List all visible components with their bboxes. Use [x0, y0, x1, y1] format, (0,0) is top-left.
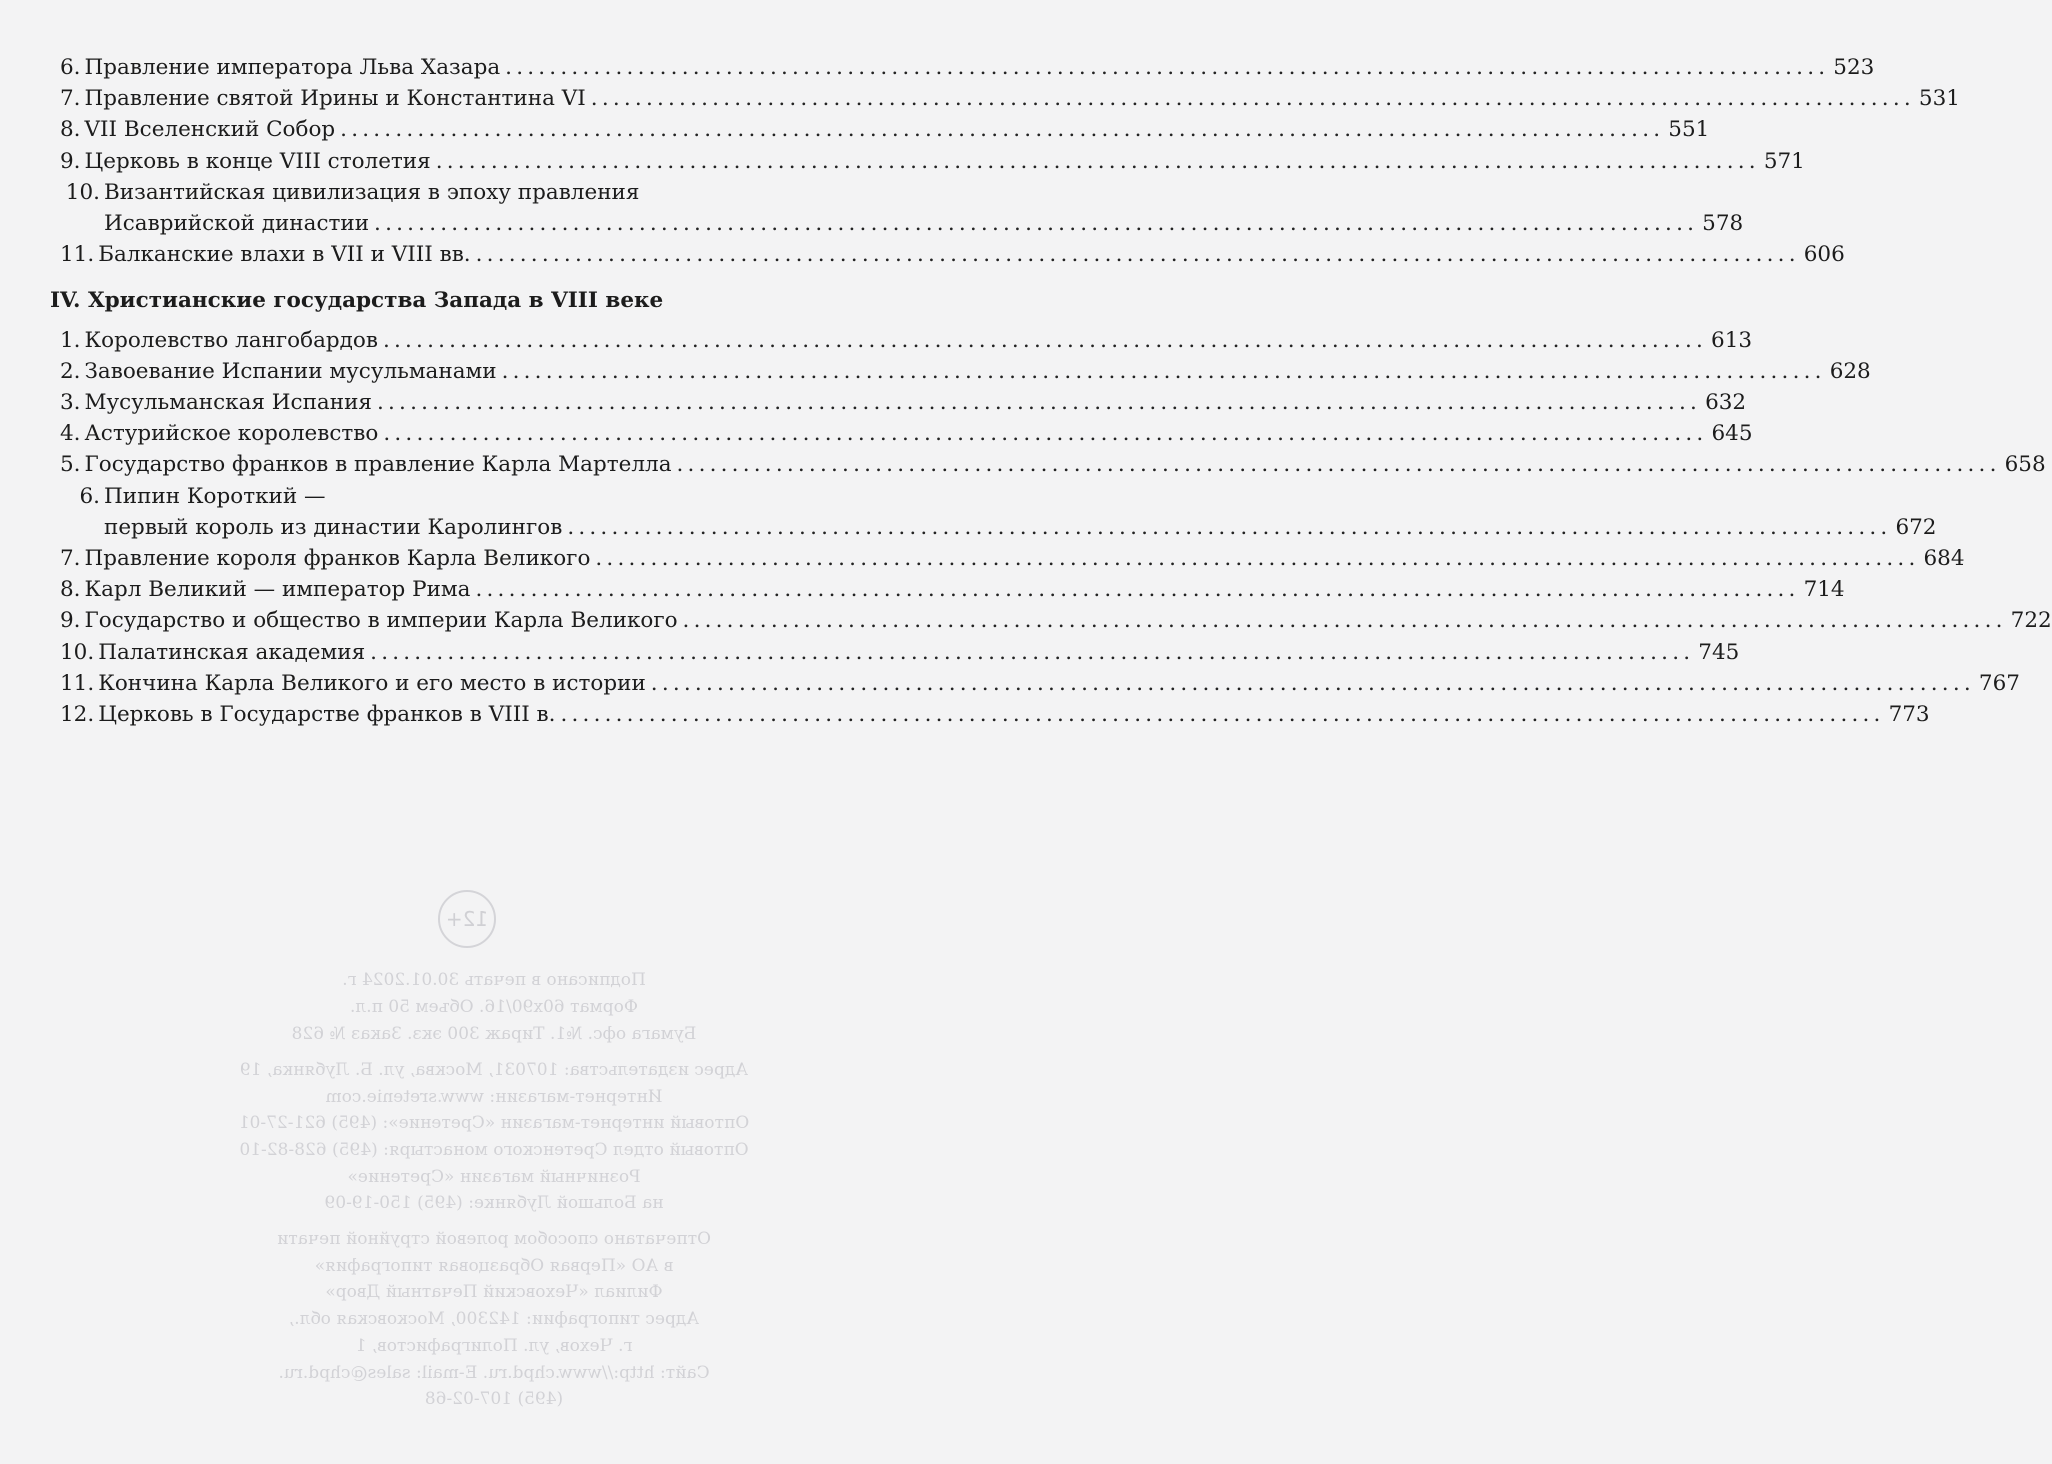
toc-entry-title: Мусульманская Испания [84, 390, 372, 415]
bleed-through-line: (495) 107-02-68 [424, 1389, 564, 1409]
dot-leader: ........................................................................................................................ [567, 514, 1892, 540]
toc-page-number: 714 [1803, 577, 1845, 603]
toc-entry-continuation [60, 208, 1744, 239]
toc-entry-title: Кончина Карла Великого и его место в истории [98, 670, 646, 696]
toc-entry-number: 6. [60, 55, 81, 80]
bleed-through-line: Сайт: http://www.chpd.ru. E-mail: sales@chpd.ru. [278, 1363, 710, 1383]
dot-leader: ........................................................................................................................ [475, 577, 1800, 603]
toc-page-number: 571 [1763, 148, 1805, 174]
dot-leader: ........................................................................................................................ [560, 702, 1885, 727]
toc-entry [60, 574, 1845, 605]
toc-entry-number: 9. [60, 148, 81, 174]
bleed-through-line: г. Чехов, ул. Полиграфистов, 1 [355, 1336, 633, 1356]
toc-entry-title: Правление святой Ирины и Константина VI [84, 86, 586, 112]
toc-page-number: 523 [1833, 55, 1875, 80]
toc-entry-number: 7. [60, 86, 81, 112]
dot-leader: ........................................................................................................................ [376, 390, 1702, 415]
age-rating-badge-bleed: 12+ [438, 890, 496, 948]
toc-page-number: 745 [1698, 639, 1740, 665]
toc-entry-continuation [60, 512, 1937, 543]
toc-entry-title: Церковь в Государстве франков в VIII в. [98, 702, 556, 727]
toc-page-number: 684 [1923, 546, 1965, 571]
toc-entry-title: Балканские влахи в VII и VIII вв. [98, 242, 471, 268]
toc-page-number: 613 [1711, 327, 1753, 353]
bleed-through-line: Адрес типографии: 142300, Московская обл., [288, 1309, 700, 1329]
toc-entry [60, 699, 1930, 730]
toc-entry-number: 5. [60, 452, 81, 478]
dot-leader: ........................................................................................................................ [682, 608, 2007, 634]
toc-page-number: 628 [1829, 358, 1871, 384]
toc-entry [60, 114, 1710, 145]
toc-entry-number: 2. [60, 358, 81, 384]
bleed-through-line: Оптовый отдел Сретенского монастыря: (495) 628-82-10 [239, 1140, 749, 1160]
toc-entry-title: Пипин Короткий — [104, 483, 326, 509]
toc-page-number: 672 [1895, 514, 1937, 540]
toc-entry-title: VII Вселенский Собор [84, 117, 336, 143]
dot-leader: ........................................................................................................................ [590, 86, 1915, 112]
dot-leader: ........................................................................................................................ [374, 211, 1699, 236]
toc-entry-number: 6. [79, 483, 100, 509]
dot-leader: ........................................................................................................................ [501, 358, 1826, 384]
toc-entry [60, 239, 1845, 270]
bleed-through-line: Подписано в печать 30.01.2024 г. [342, 970, 646, 990]
toc-entry-title: Государство и общество в империи Карла Великого [84, 608, 678, 634]
toc-entry-number: 8. [60, 577, 81, 603]
toc-page-number: 767 [1978, 670, 2020, 696]
toc-entry [60, 177, 878, 208]
toc-page-number: 722 [2010, 608, 2052, 634]
toc-page-number: 551 [1668, 117, 1710, 143]
dot-leader: ........................................................................................................................ [340, 117, 1665, 143]
toc-entry-number: 10. [65, 179, 100, 205]
dot-leader: ........................................................................................................................ [475, 242, 1800, 268]
section-heading: IV. Христианские государства Запада в VIII веке [50, 288, 664, 314]
bleed-through-line: Отпечатано способом ролевой струйной печати [277, 1229, 712, 1249]
toc-entry-number: 12. [60, 702, 95, 727]
toc-entry [60, 418, 1753, 449]
toc-entry [60, 637, 1740, 668]
toc-entry [60, 146, 1805, 177]
toc-entry-number: 8. [60, 117, 81, 143]
toc-entry [60, 605, 2052, 636]
toc-entry-title: Королевство лангобардов [84, 327, 378, 353]
dot-leader: ........................................................................................................................ [435, 148, 1760, 174]
toc-entry-title: Исаврийской династии [104, 211, 370, 236]
dot-leader: ........................................................................................................................ [383, 421, 1708, 447]
toc-page-number: 658 [2004, 452, 2046, 478]
bleed-through-line: Формат 60х90/16. Объем 50 п.л. [349, 997, 639, 1017]
toc-entry-title: Правление императора Льва Хазара [84, 55, 501, 80]
dot-leader: ........................................................................................................................ [370, 639, 1695, 665]
toc-entry-number: 10. [60, 639, 95, 665]
toc-entry [60, 543, 1965, 574]
toc-entry [60, 356, 1871, 387]
toc-page-number: 773 [1888, 702, 1930, 727]
toc-entry-title: Правление короля франков Карла Великого [84, 546, 591, 571]
dot-leader: ........................................................................................................................ [650, 670, 1975, 696]
toc-entry-number: 1. [60, 327, 81, 353]
toc-entry-number: 4. [60, 421, 81, 447]
toc-entry [60, 449, 2046, 480]
toc-entry-number: 9. [60, 608, 81, 634]
toc-entry [60, 325, 1753, 356]
toc-page-number: 632 [1705, 390, 1747, 415]
toc-entry-number: 7. [60, 546, 81, 571]
bleed-through-line: Адрес издательства: 107031, Москва, ул. Б. Лубянка, 19 [239, 1060, 749, 1080]
toc-page-number: 578 [1702, 211, 1744, 236]
dot-leader: ........................................................................................................................ [382, 327, 1708, 353]
toc-entry [60, 668, 2020, 699]
toc-entry [60, 52, 1875, 83]
toc-entry-number: 11. [60, 242, 95, 268]
bleed-through-line: Розничный магазин «Сретение» [347, 1167, 641, 1187]
toc-entry-title: Византийская цивилизация в эпоху правления [104, 179, 640, 205]
toc-entry-title: Государство франков в правление Карла Мартелла [84, 452, 672, 478]
toc-entry-title: Карл Великий — император Рима [84, 577, 471, 603]
toc-entry-number: 3. [60, 390, 81, 415]
bleed-through-line: Бумага офс. №1. Тираж 300 экз. Заказ № 628 [291, 1024, 697, 1044]
toc-entry-title: Палатинская академия [98, 639, 366, 665]
dot-leader: ........................................................................................................................ [676, 452, 2001, 478]
toc-entry-title: Астурийское королевство [84, 421, 379, 447]
toc-page-number: 645 [1711, 421, 1753, 447]
toc-entry-title: Завоевание Испании мусульманами [84, 358, 497, 384]
toc-page-number: 606 [1803, 242, 1845, 268]
toc-entry-number: 11. [60, 670, 95, 696]
bleed-through-line: Интернет-магазин: www.sretenie.com [325, 1087, 663, 1107]
bleed-through-line: на Большой Лубянке: (495) 150-19-09 [324, 1193, 664, 1213]
toc-entry-title: Церковь в конце VIII столетия [84, 148, 431, 174]
bleed-through-line: в АО «Первая Образцовая типография» [314, 1256, 674, 1276]
toc-entry [60, 481, 878, 512]
toc-page-number: 531 [1918, 86, 1960, 112]
dot-leader: ........................................................................................................................ [505, 55, 1830, 80]
toc-entry-title: первый король из династии Каролингов [104, 514, 563, 540]
toc-entry [60, 387, 1747, 418]
toc-entry [60, 83, 1960, 114]
bleed-through-line: Оптовый интернет-магазин «Сретение»: (495) 621-27-01 [238, 1113, 750, 1133]
dot-leader: ........................................................................................................................ [595, 546, 1920, 571]
bleed-through-line: Филиал «Чеховский Печатный Двор» [325, 1282, 663, 1302]
